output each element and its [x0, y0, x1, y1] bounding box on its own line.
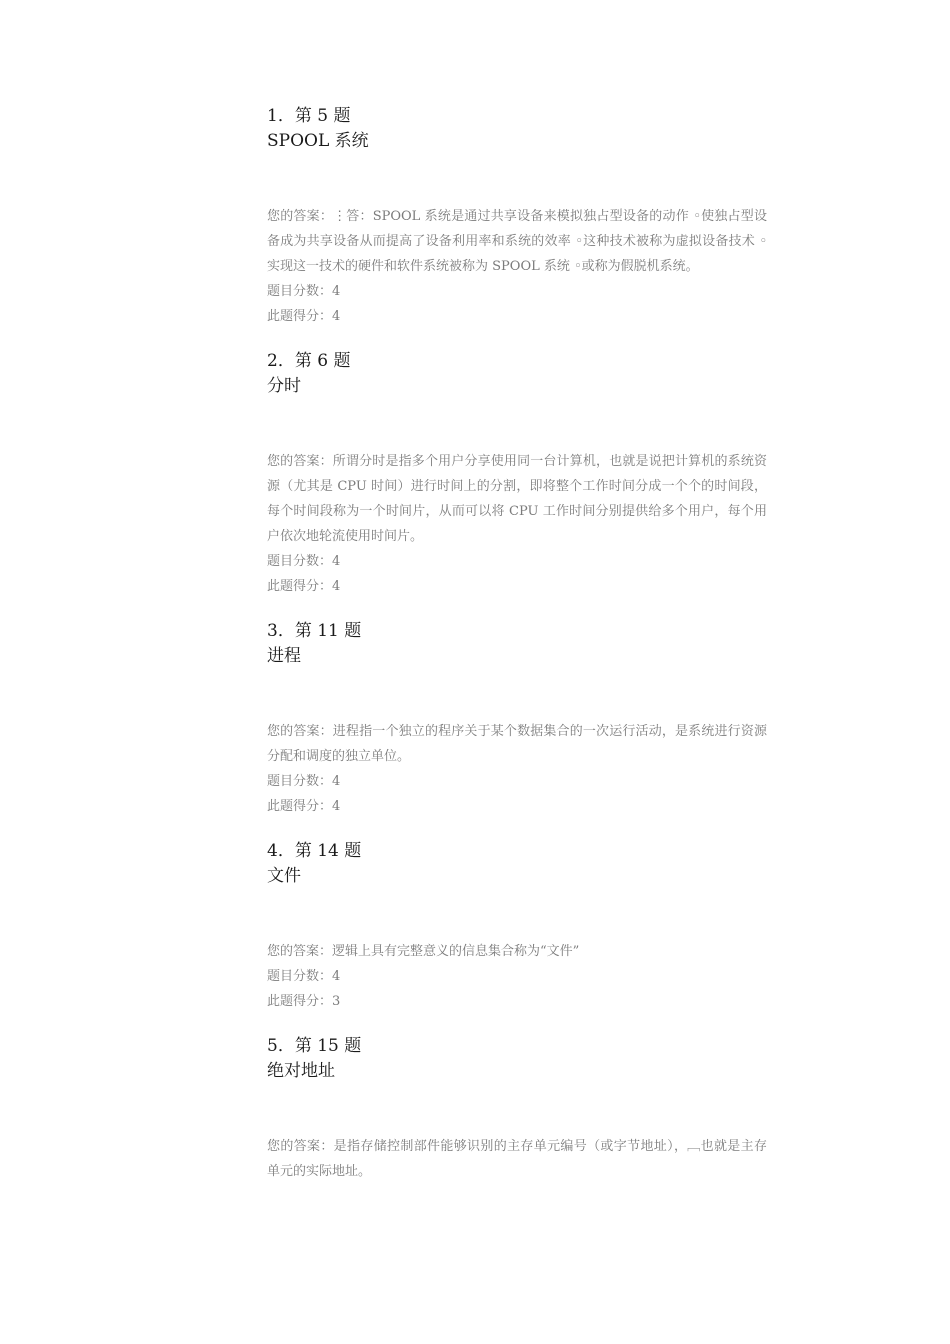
earned-score: 此题得分：4	[267, 309, 341, 324]
answer-text: 您的答案：逻辑上具有完整意义的信息集合称为“文件”	[267, 944, 580, 959]
question-term: 文件	[267, 866, 301, 886]
question-term: 绝对地址	[267, 1061, 335, 1081]
answer-text: 您的答案：⋮答：SPOOL 系统是通过共享设备来模拟独占型设备的动作 ◦使独占型设备成为共享设备从而提高了设备利用率和系统的效率 ◦这种技术被称为虚拟设备技术 ◦实现这一技术的硬件和软件系统被称为 SPOOL 系统 ◦或称为假脱机系统。	[267, 209, 767, 274]
spacer	[267, 399, 767, 449]
answer-sheet	[267, 104, 767, 1204]
spacer	[267, 1084, 767, 1134]
question-score: 题目分数：4	[267, 554, 341, 569]
earned-score: 此题得分：4	[267, 579, 341, 594]
question-heading: 2．第 6 题	[267, 351, 351, 371]
question-item	[267, 619, 767, 819]
spacer	[267, 889, 767, 939]
question-heading: 3．第 11 题	[267, 621, 362, 641]
question-score: 题目分数：4	[267, 284, 341, 299]
question-item	[267, 1034, 767, 1184]
earned-score: 此题得分：4	[267, 799, 341, 814]
question-term: 分时	[267, 376, 301, 396]
question-item	[267, 839, 767, 1014]
question-score: 题目分数：4	[267, 774, 341, 789]
question-score: 题目分数：4	[267, 969, 341, 984]
answer-text: 您的答案：所谓分时是指多个用户分享使用同一台计算机，也就是说把计算机的系统资源（尤其是 CPU 时间）进行时间上的分割，即将整个工作时间分成一个个的时间段，每个时间段称为一个时间片，从而可以将 CPU 工作时间分别提供给多个用户，每个用户依次地轮流使用时间片。	[267, 454, 767, 544]
earned-score: 此题得分：3	[267, 994, 341, 1009]
spacer	[267, 154, 767, 204]
answer-text: 您的答案：是指存储控制部件能够识别的主存单元编号（或字节地址），﹇也就是主存单元的实际地址。	[267, 1139, 767, 1179]
question-heading: 4．第 14 题	[267, 841, 362, 861]
question-term: 进程	[267, 646, 301, 666]
answer-text: 您的答案：进程指一个独立的程序关于某个数据集合的一次运行活动，是系统进行资源分配和调度的独立单位。	[267, 724, 767, 764]
question-term: SPOOL 系统	[267, 131, 369, 151]
spacer	[267, 669, 767, 719]
question-heading: 1．第 5 题	[267, 106, 351, 126]
question-item	[267, 104, 767, 329]
question-heading: 5．第 15 题	[267, 1036, 362, 1056]
question-item	[267, 349, 767, 599]
